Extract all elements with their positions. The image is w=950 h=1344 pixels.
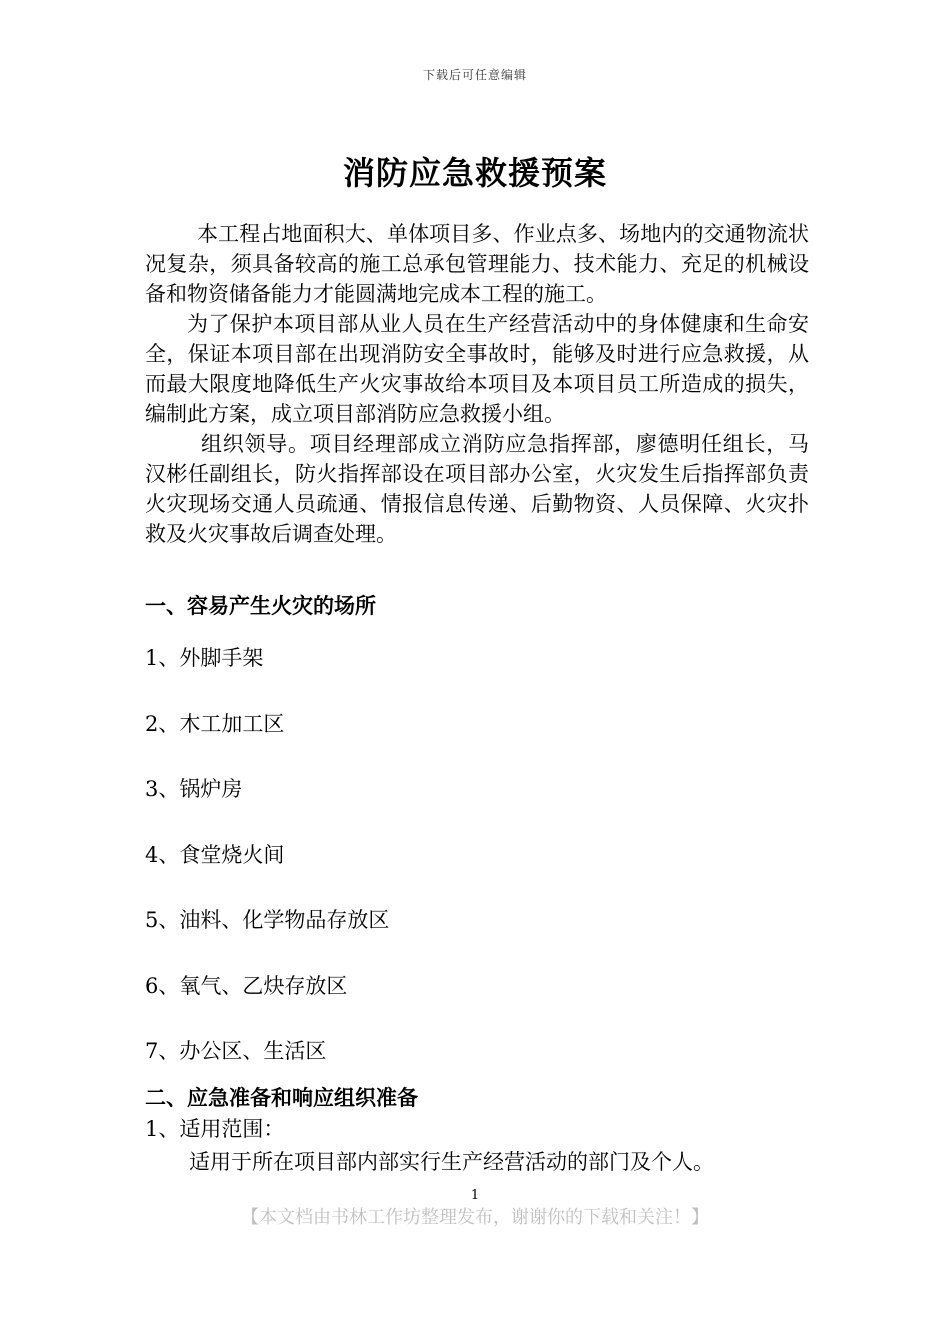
list-item: 6、氧气、乙炔存放区 <box>145 974 348 998</box>
list-item: 2、木工加工区 <box>145 712 285 736</box>
list-item: 3、锅炉房 <box>145 777 243 801</box>
organization-paragraph: 组织领导。项目经理部成立消防应急指挥部，廖德明任组长，马汉彬任副组长，防火指挥部设在项目部办公室，火灾发生后指挥部负责火灾现场交通人员疏通、情报信息传递、后勤物资、人员保障、火灾扑救及火灾事故后调查处理。 <box>145 432 809 546</box>
list-item: 1、外脚手架 <box>145 646 264 670</box>
section-heading-fire-locations: 一、容易产生火灾的场所 <box>145 593 376 618</box>
intro-paragraph: 本工程占地面积大、单体项目多、作业点多、场地内的交通物流状况复杂，须具备较高的施工总承包管理能力、技术能力、充足的机械设备和物资储备能力才能圆满地完成本工程的施工。 <box>145 222 809 306</box>
section-heading-emergency-prep: 二、应急准备和响应组织准备 <box>145 1085 418 1110</box>
footer-note: 【本文档由书林工作坊整理发布，谢谢你的下载和关注！】 <box>241 1207 709 1228</box>
scope-heading: 1、适用范围： <box>145 1117 285 1141</box>
document-title: 消防应急救援预案 <box>342 154 607 192</box>
scope-text: 适用于所在项目部内部实行生产经营活动的部门及个人。 <box>189 1150 714 1174</box>
list-item: 4、食堂烧火间 <box>145 843 285 867</box>
purpose-paragraph: 为了保护本项目部从业人员在生产经营活动中的身体健康和生命安全，保证本项目部在出现消防安全事故时，能够及时进行应急救援，从而最大限度地降低生产火灾事故给本项目及本项目员工所造成的损失，编制此方案，成立项目部消防应急救援小组。 <box>145 312 809 426</box>
list-item: 5、油料、化学物品存放区 <box>145 908 390 932</box>
page-number: 1 <box>470 1188 480 1203</box>
list-item: 7、办公区、生活区 <box>145 1039 327 1063</box>
header-note: 下载后可任意编辑 <box>422 68 527 82</box>
